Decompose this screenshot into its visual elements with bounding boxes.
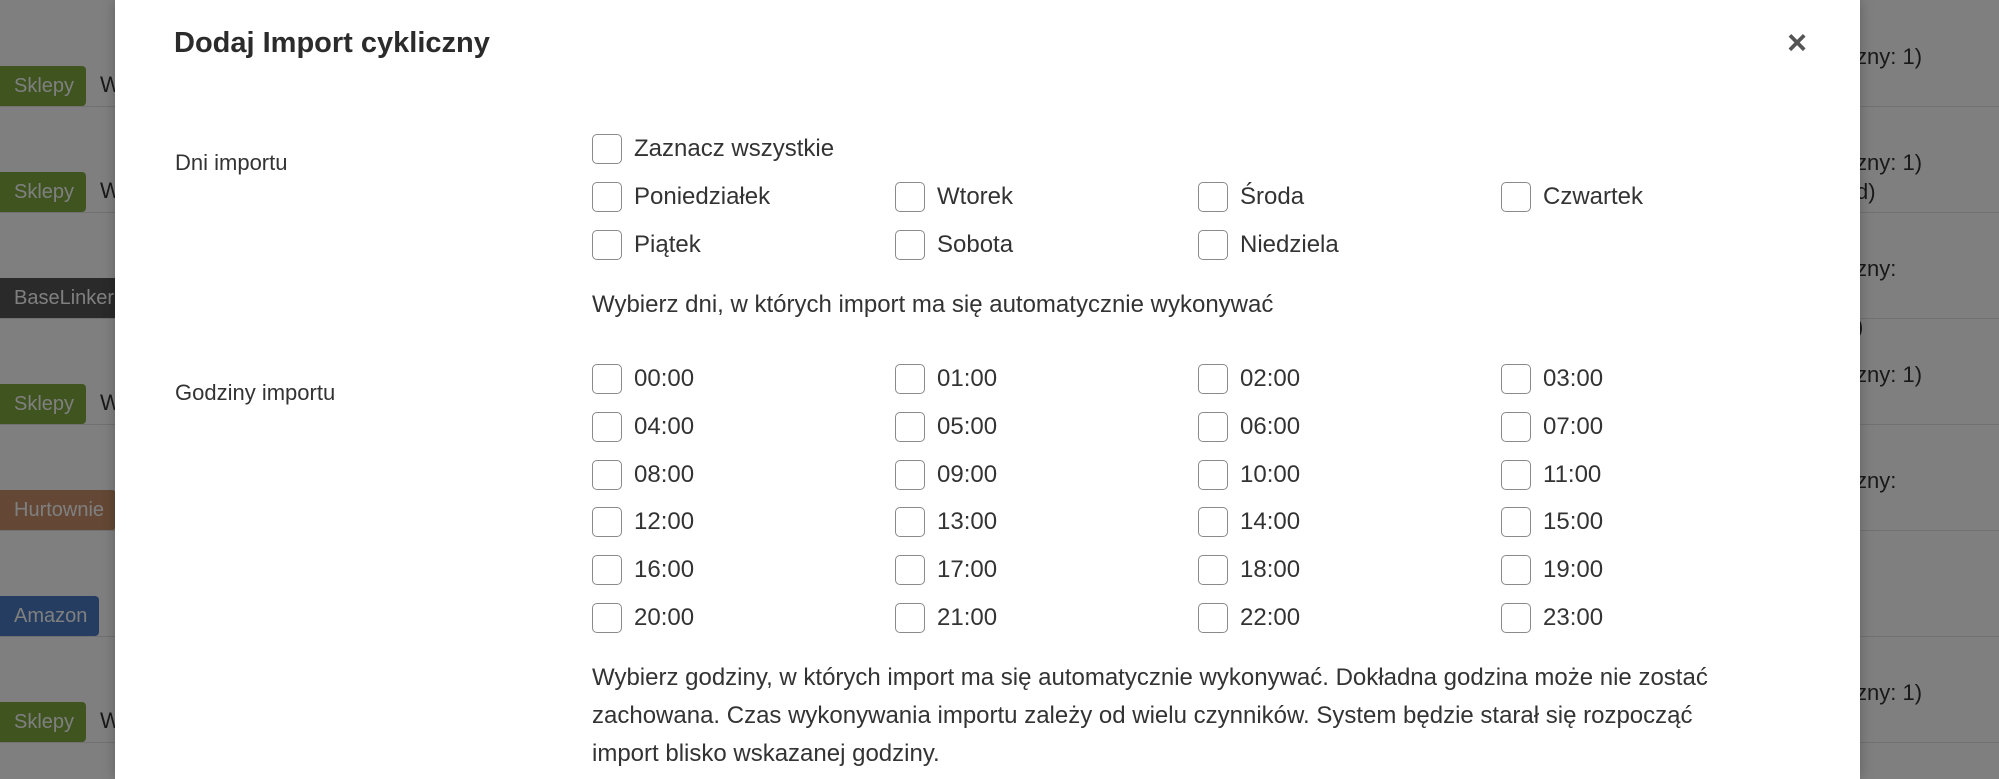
hour-checkbox[interactable] (1501, 460, 1601, 490)
select-all-days-checkbox[interactable] (592, 134, 834, 164)
checkbox-box[interactable] (1198, 182, 1228, 212)
checkbox-label: 19:00 (1543, 556, 1604, 583)
hour-checkbox[interactable] (592, 412, 694, 442)
checkbox-label: 18:00 (1240, 556, 1301, 583)
checkbox-label: 10:00 (1240, 461, 1301, 488)
checkbox-box[interactable] (1198, 230, 1228, 260)
checkbox-box[interactable] (1198, 555, 1228, 585)
checkbox-box[interactable] (592, 460, 622, 490)
checkbox-box[interactable] (592, 555, 622, 585)
checkbox-label: Poniedziałek (634, 183, 771, 210)
checkbox-box[interactable] (1501, 603, 1531, 633)
checkbox-label: Czwartek (1543, 183, 1644, 210)
checkbox-box[interactable] (1198, 460, 1228, 490)
checkbox-label: 03:00 (1543, 365, 1604, 392)
hour-checkbox[interactable] (895, 460, 997, 490)
checkbox-label: Piątek (634, 231, 701, 258)
day-checkbox[interactable] (1198, 182, 1304, 212)
checkbox-label: 16:00 (634, 556, 695, 583)
hour-checkbox[interactable] (1198, 555, 1300, 585)
day-checkbox[interactable] (895, 182, 1013, 212)
checkbox-box[interactable] (592, 134, 622, 164)
checkbox-label: 13:00 (937, 508, 998, 535)
checkbox-label: 12:00 (634, 508, 695, 535)
checkbox-label: Niedziela (1240, 231, 1339, 258)
day-checkbox[interactable] (895, 230, 1013, 260)
checkbox-box[interactable] (1501, 507, 1531, 537)
checkbox-label: Zaznacz wszystkie (634, 135, 835, 162)
checkbox-label: 20:00 (634, 604, 695, 631)
checkbox-box[interactable] (1501, 364, 1531, 394)
checkbox-box[interactable] (592, 603, 622, 633)
import-days-label: Dni importu (175, 150, 288, 175)
checkbox-label: 09:00 (937, 461, 998, 488)
hour-checkbox[interactable] (895, 412, 997, 442)
hour-checkbox[interactable] (1198, 507, 1300, 537)
hour-checkbox[interactable] (1501, 603, 1603, 633)
hour-checkbox[interactable] (895, 603, 997, 633)
checkbox-box[interactable] (592, 507, 622, 537)
hour-checkbox[interactable] (592, 555, 694, 585)
checkbox-label: 21:00 (937, 604, 998, 631)
hour-checkbox[interactable] (592, 364, 694, 394)
hour-checkbox[interactable] (1198, 412, 1300, 442)
checkbox-label: 15:00 (1543, 508, 1604, 535)
hours-help-line: Wybierz godziny, w których import ma się automatycznie wykonywać. Dokładna godzina może nie zostać (592, 664, 1708, 691)
checkbox-label: Sobota (937, 231, 1014, 258)
checkbox-label: 00:00 (634, 365, 695, 392)
hours-help-line: zachowana. Czas wykonywania importu zależy od wielu czynników. System będzie starał się rozpocząć (592, 702, 1693, 729)
add-cyclic-import-modal (115, 0, 1860, 779)
checkbox-box[interactable] (895, 603, 925, 633)
hour-checkbox[interactable] (1198, 460, 1300, 490)
checkbox-box[interactable] (1501, 182, 1531, 212)
checkbox-box[interactable] (895, 230, 925, 260)
days-help-text: Wybierz dni, w których import ma się automatycznie wykonywać (592, 291, 1274, 318)
checkbox-label: 07:00 (1543, 413, 1604, 440)
checkbox-box[interactable] (895, 412, 925, 442)
hour-checkbox[interactable] (1501, 412, 1603, 442)
checkbox-box[interactable] (895, 364, 925, 394)
checkbox-box[interactable] (592, 182, 622, 212)
hour-checkbox[interactable] (895, 364, 997, 394)
checkbox-label: 01:00 (937, 365, 998, 392)
hour-checkbox[interactable] (592, 460, 694, 490)
day-checkbox[interactable] (592, 182, 770, 212)
checkbox-box[interactable] (1198, 364, 1228, 394)
checkbox-label: 06:00 (1240, 413, 1301, 440)
checkbox-box[interactable] (1198, 507, 1228, 537)
checkbox-box[interactable] (895, 555, 925, 585)
checkbox-label: 14:00 (1240, 508, 1301, 535)
checkbox-box[interactable] (1501, 460, 1531, 490)
hour-checkbox[interactable] (1501, 364, 1603, 394)
checkbox-label: 02:00 (1240, 365, 1301, 392)
checkbox-label: 23:00 (1543, 604, 1604, 631)
hour-checkbox[interactable] (1198, 603, 1300, 633)
checkbox-box[interactable] (592, 230, 622, 260)
checkbox-box[interactable] (592, 412, 622, 442)
hour-checkbox[interactable] (895, 507, 997, 537)
hour-checkbox[interactable] (895, 555, 997, 585)
hour-checkbox[interactable] (1198, 364, 1300, 394)
modal-title: Dodaj Import cykliczny (174, 27, 490, 59)
checkbox-label: 22:00 (1240, 604, 1301, 631)
hour-checkbox[interactable] (592, 603, 694, 633)
checkbox-box[interactable] (895, 507, 925, 537)
checkbox-box[interactable] (592, 364, 622, 394)
hour-checkbox[interactable] (1501, 555, 1603, 585)
checkbox-box[interactable] (895, 460, 925, 490)
import-hours-label: Godziny importu (175, 380, 336, 405)
checkbox-box[interactable] (1198, 603, 1228, 633)
hours-help-line: import blisko wskazanej godziny. (592, 740, 940, 767)
checkbox-box[interactable] (895, 182, 925, 212)
hour-checkbox[interactable] (592, 507, 694, 537)
checkbox-label: 05:00 (937, 413, 998, 440)
day-checkbox[interactable] (1501, 182, 1643, 212)
checkbox-box[interactable] (1198, 412, 1228, 442)
day-checkbox[interactable] (1198, 230, 1339, 260)
checkbox-label: 11:00 (1543, 461, 1602, 488)
hour-checkbox[interactable] (1501, 507, 1603, 537)
checkbox-box[interactable] (1501, 412, 1531, 442)
checkbox-label: 08:00 (634, 461, 695, 488)
checkbox-label: Środa (1240, 183, 1305, 210)
checkbox-label: 17:00 (937, 556, 998, 583)
checkbox-label: 04:00 (634, 413, 695, 440)
checkbox-box[interactable] (1501, 555, 1531, 585)
close-button[interactable]: × (1780, 26, 1814, 60)
checkbox-label: Wtorek (937, 183, 1014, 210)
day-checkbox[interactable] (592, 230, 701, 260)
